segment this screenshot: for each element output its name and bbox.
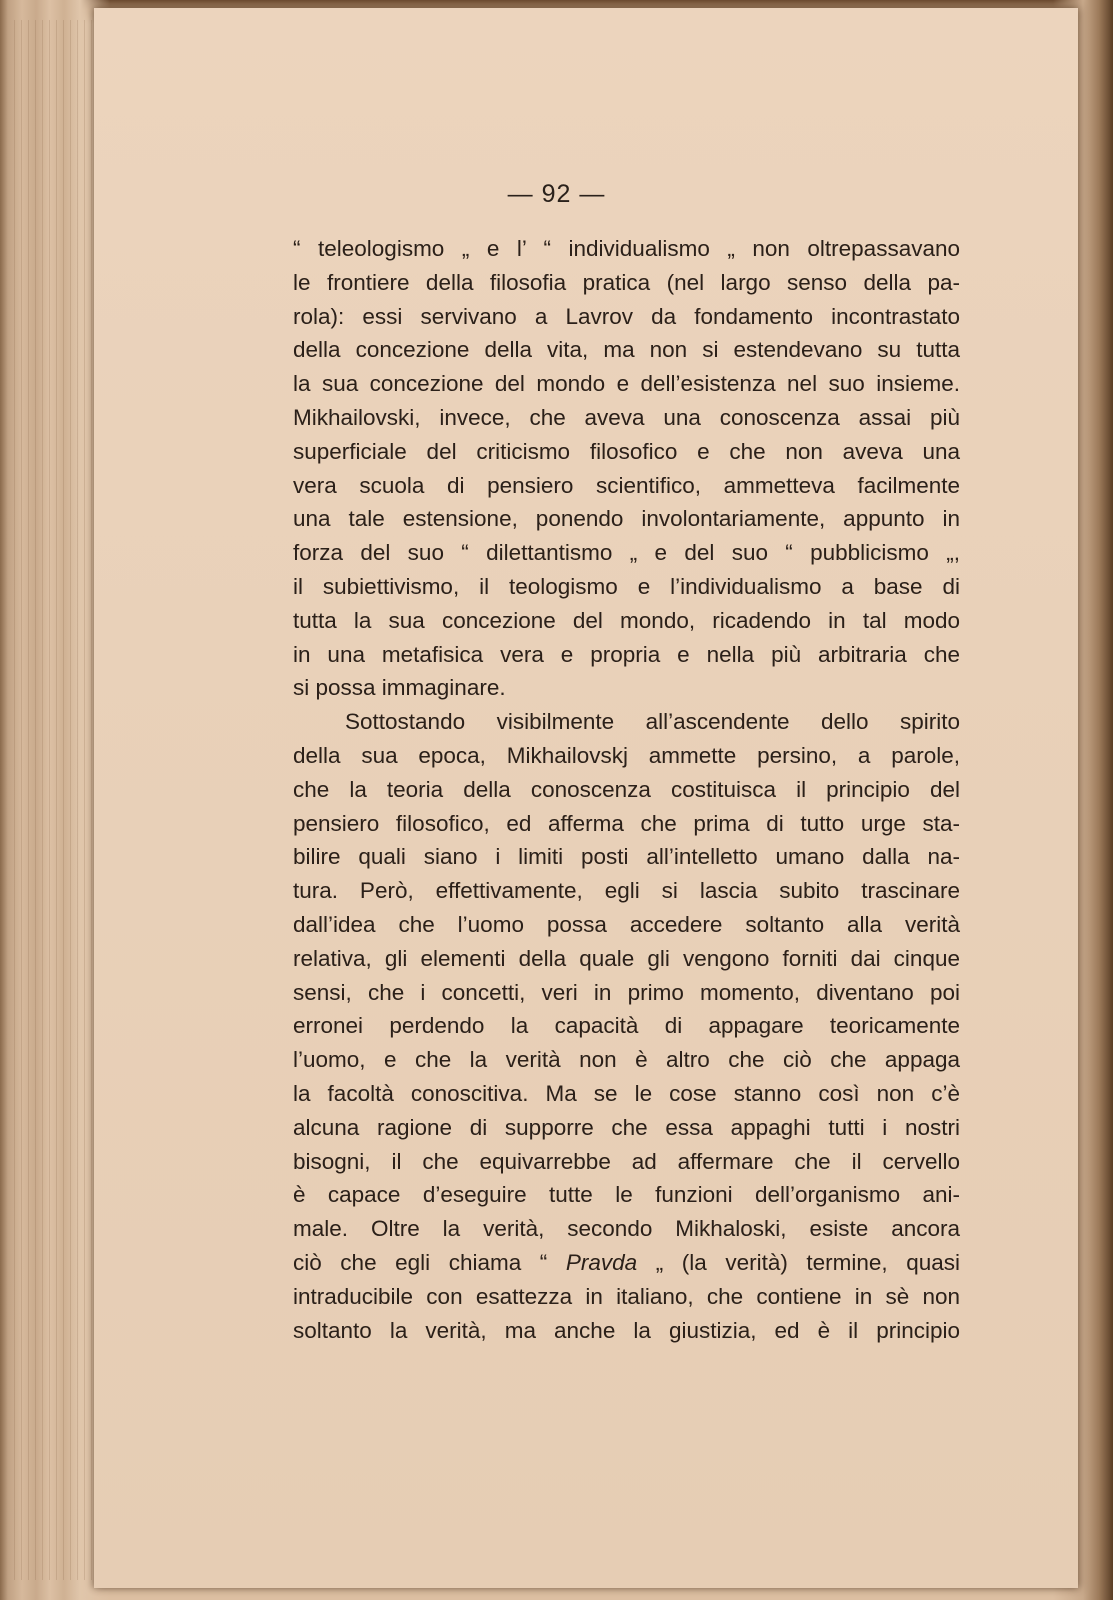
text-line: dall’idea che l’uomo possa accedere soltanto alla verità	[293, 911, 960, 937]
text-line: è capace d’eseguire tutte le funzioni dell’organismo ani-	[293, 1182, 960, 1208]
text-line: le frontiere della filosofia pratica (nel largo senso della pa-	[293, 269, 960, 295]
text-line: forza del suo “ dilettantismo „ e del suo “ pubblicismo „,	[293, 540, 960, 566]
text-line: della sua epoca, Mikhailovskj ammette persino, a parole,	[293, 742, 960, 768]
text-line: relativa, gli elementi della quale gli vengono forniti dai cinque	[293, 945, 960, 971]
text-line: male. Oltre la verità, secondo Mikhaloski, esiste ancora	[293, 1216, 960, 1242]
text-line: sensi, che i concetti, veri in primo momento, diventano poi	[293, 979, 960, 1005]
text-line: una tale estensione, ponendo involontariamente, appunto in	[293, 506, 960, 532]
text-line-pravda	[293, 1246, 960, 1280]
text-line: che la teoria della conoscenza costituisca il principio del	[293, 776, 960, 802]
text-line: la facoltà conoscitiva. Ma se le cose stanno così non c’è	[293, 1080, 960, 1106]
page-number: — 92 —	[507, 180, 606, 208]
text-line: soltanto la verità, ma anche la giustizia, ed è il principio	[293, 1317, 960, 1343]
text-line: il subiettivismo, il teologismo e l’individualismo a base di	[293, 573, 960, 599]
pravda-line-before: ciò che egli chiama “	[293, 1249, 548, 1275]
text-line: tutta la sua concezione del mondo, ricadendo in tal modo	[293, 607, 960, 633]
text-line: tura. Però, effettivamente, egli si lascia subito trascinare	[293, 878, 960, 904]
text-line: “ teleologismo „ e l’ “ individualismo „ non oltrepassavano	[293, 236, 960, 261]
text-line: la sua concezione del mondo e dell’esistenza nel suo insieme.	[293, 371, 960, 397]
text-line: in una metafisica vera e propria e nella più arbitraria che	[293, 641, 960, 667]
text-line: Mikhailovski, invece, che aveva una conoscenza assai più	[293, 404, 960, 430]
text-line: vera scuola di pensiero scientifico, ammetteva facilmente	[293, 472, 960, 498]
text-line: erronei perdendo la capacità di appagare teoricamente	[293, 1013, 960, 1039]
text-line: alcuna ragione di supporre che essa appaghi tutti i nostri	[293, 1114, 960, 1140]
text-line: superficiale del criticismo filosofico e che non aveva una	[293, 438, 960, 464]
text-line: rola): essi servivano a Lavrov da fondamento incontrastato	[293, 303, 960, 329]
pravda-italic-word: Pravda	[565, 1249, 638, 1275]
paragraph-end-line: si possa immaginare.	[293, 675, 506, 701]
body-text	[293, 232, 960, 1347]
text-line: bilire quali siano i limiti posti all’intelletto umano dalla na-	[293, 844, 960, 870]
stacked-page-edges	[14, 20, 104, 1580]
text-line: l’uomo, e che la verità non è altro che ciò che appaga	[293, 1047, 960, 1073]
text-line: della concezione della vita, ma non si estendevano su tutta	[293, 337, 960, 363]
text-line: pensiero filosofico, ed afferma che prima di tutto urge sta-	[293, 810, 960, 836]
text-line: bisogni, il che equivarrebbe ad affermare che il cervello	[293, 1148, 960, 1174]
pravda-line-after: „ (la verità) termine, quasi	[655, 1249, 960, 1275]
paragraph-start-line: Sottostando visibilmente all’ascendente dello spirito	[345, 709, 960, 735]
text-line: intraducibile con esattezza in italiano, che contiene in sè non	[293, 1283, 960, 1309]
